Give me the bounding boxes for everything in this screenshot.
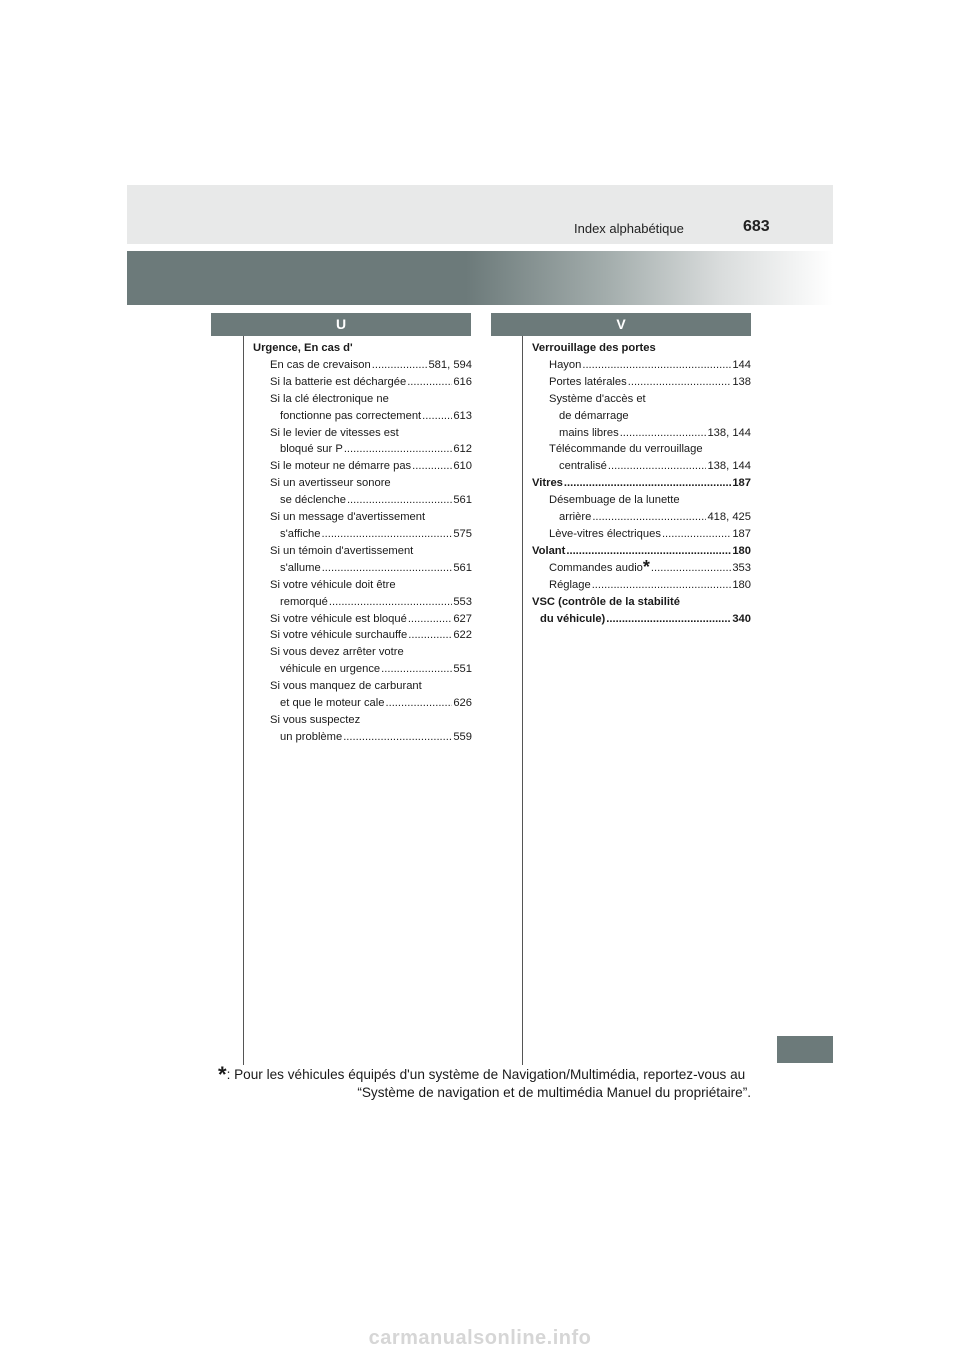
column-divider-left (243, 336, 244, 1065)
index-entry[interactable]: remorqué ..... 553 (253, 594, 472, 611)
index-entry-line: Si un avertisseur sonore (270, 477, 391, 490)
index-entry[interactable]: se déclenche ..... 561 (253, 492, 472, 509)
index-entry-line: Si votre véhicule doit être (270, 578, 396, 591)
index-entry[interactable]: En cas de crevaison ..... 581, 594 (253, 357, 472, 374)
index-entry-line: Si vous suspectez (270, 713, 361, 726)
index-entry[interactable]: Si le moteur ne démarre pas ..... 610 (253, 458, 472, 475)
watermark: carmanualsonline.info (368, 1327, 592, 1349)
footnote: *: Pour les véhicules équipés d'un système de Navigation/Multimédia, reportez-vous au “Système de navigation et de multimédia Manuel du propriétaire”. (218, 1062, 751, 1100)
index-entry-line: Si vous devez arrêter votre (270, 646, 404, 659)
index-entry[interactable]: Portes latérales ..... 138 (532, 374, 751, 391)
index-entry[interactable]: véhicule en urgence ..... 551 (253, 661, 472, 678)
index-heading-volant[interactable]: Volant ..... 180 (532, 543, 751, 560)
index-entry[interactable]: Hayon ..... 144 (532, 357, 751, 374)
index-entry[interactable]: Réglage ..... 180 (532, 577, 751, 594)
index-entry[interactable]: Lève-vitres électriques ..... 187 (532, 526, 751, 543)
footnote-star-icon: * (642, 556, 650, 577)
index-entry[interactable]: s'allume ..... 561 (253, 560, 472, 577)
index-entry-line: Si vous manquez de carburant (270, 680, 422, 693)
index-entry-line: Système d'accès et (549, 392, 646, 405)
index-entry-line: Si un message d'avertissement (270, 511, 426, 524)
footnote-star-icon: * (218, 1062, 227, 1087)
index-entry[interactable]: et que le moteur cale ..... 626 (253, 695, 472, 712)
index-entry[interactable]: du véhicule) ..... 340 (532, 611, 751, 628)
index-entry-line: Télécommande du verrouillage (549, 443, 703, 456)
index-entry-list (253, 357, 472, 746)
index-entry-line: Si la clé électronique ne (270, 392, 389, 405)
index-entry-line: de démarrage (559, 409, 629, 422)
index-entry-line: Désembuage de la lunette (549, 494, 680, 507)
column-divider-right (522, 336, 523, 1065)
index-entry[interactable]: arrière ..... 418, 425 (532, 509, 751, 526)
index-entry[interactable]: Commandes audio* ..... 353 (532, 560, 751, 577)
index-heading-verrouillage: Verrouillage des portes (532, 342, 656, 354)
section-header-v: V (491, 313, 751, 336)
index-entry[interactable]: centralisé ..... 138, 144 (532, 458, 751, 475)
index-column-v (532, 340, 751, 627)
section-tab (777, 1036, 833, 1063)
index-entry[interactable]: Si votre véhicule est bloqué ..... 627 (253, 611, 472, 628)
index-entry[interactable]: fonctionne pas correctement ..... 613 (253, 408, 472, 425)
index-entry[interactable]: Si la batterie est déchargée ..... 616 (253, 374, 472, 391)
section-header-u: U (211, 313, 471, 336)
index-entry[interactable]: Si votre véhicule surchauffe ..... 622 (253, 627, 472, 644)
header-band (127, 185, 833, 244)
index-column-u (253, 340, 472, 746)
page-number: 683 (743, 218, 770, 235)
index-entry-line: Si le levier de vitesses est (270, 426, 399, 439)
decorative-gradient-band (127, 251, 833, 305)
index-heading-vitres[interactable]: Vitres ..... 187 (532, 475, 751, 492)
index-entry[interactable]: mains libres ..... 138, 144 (532, 425, 751, 442)
index-entry[interactable]: un problème ..... 559 (253, 729, 472, 746)
header-title: Index alphabétique (574, 221, 684, 236)
index-entry[interactable]: bloqué sur P ..... 612 (253, 441, 472, 458)
index-heading-vsc: VSC (contrôle de la stabilité (532, 595, 680, 608)
index-entry-line: Si un témoin d'avertissement (270, 544, 414, 557)
index-entry[interactable]: s'affiche ..... 575 (253, 526, 472, 543)
index-heading: Urgence, En cas d' (253, 342, 353, 354)
